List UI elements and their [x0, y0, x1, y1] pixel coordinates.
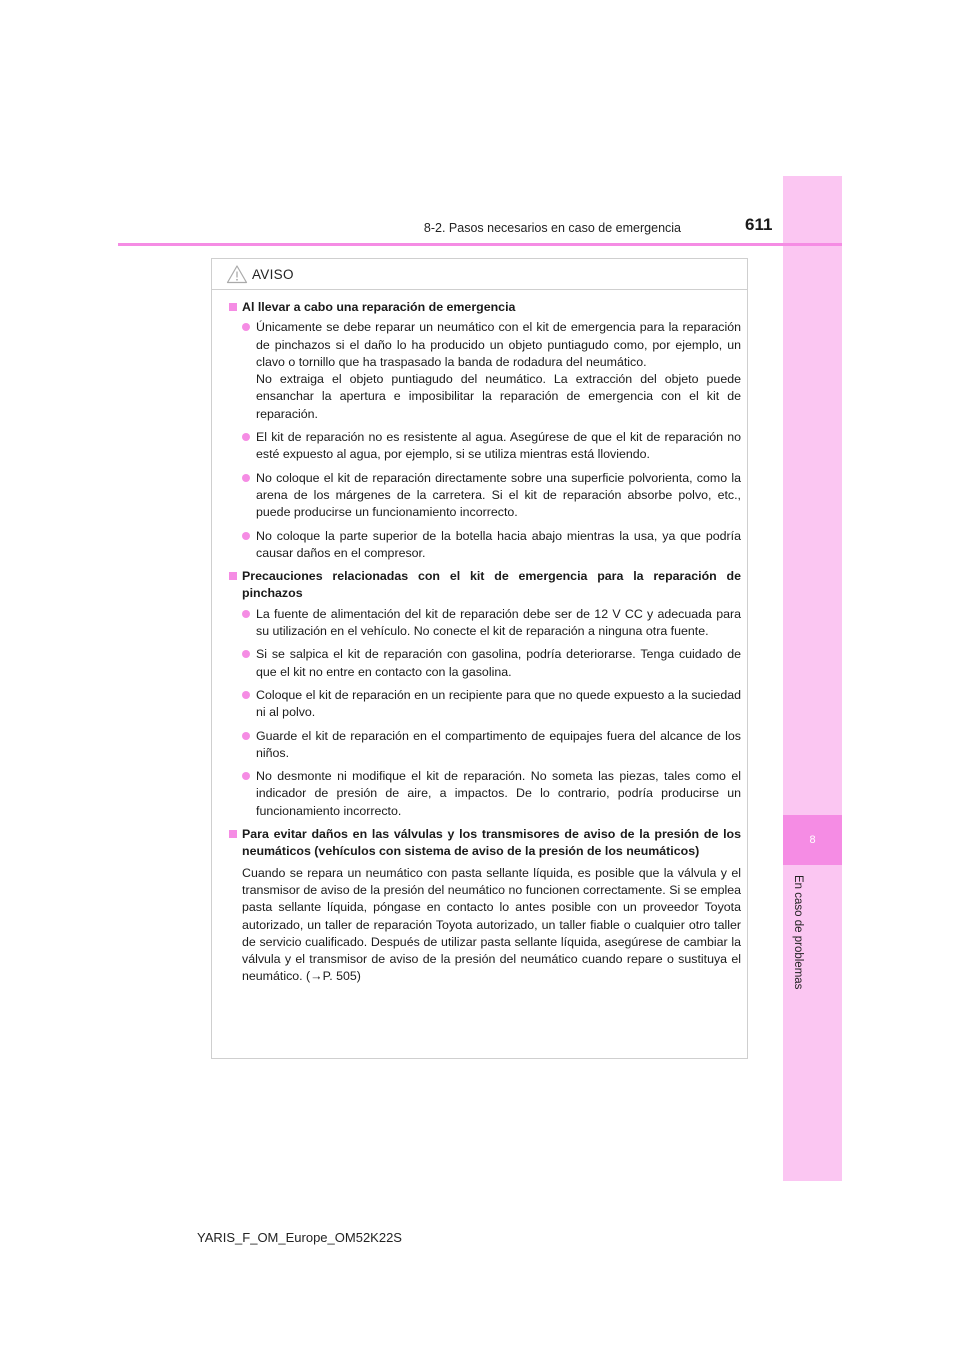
bullet-dot-icon: [242, 732, 250, 740]
bullet-item: [229, 470, 741, 522]
bullet-dot-icon: [242, 323, 250, 331]
chapter-label: En caso de problemas: [792, 875, 804, 990]
bullet-dot-icon: [242, 532, 250, 540]
bullet-item: [229, 606, 741, 641]
bullet-item: [229, 528, 741, 563]
warning-title: AVISO: [252, 266, 294, 282]
warning-box: [211, 258, 748, 1059]
bullet-dot-icon: [242, 610, 250, 618]
bullet-item: [229, 319, 741, 423]
bullet-dot-icon: [242, 772, 250, 780]
chapter-side-tab: [783, 176, 842, 1181]
bullet-item: [229, 429, 741, 464]
bullet-text: Coloque el kit de reparación en un recipiente para que no quede expuesto a la suciedad ni al polvo.: [256, 687, 741, 720]
warning-body: [212, 290, 747, 986]
bullet-text: No coloque la parte superior de la botella hacia abajo mientras la usa, ya que podría causar daños en el compresor.: [256, 528, 741, 560]
bullet-text: Únicamente se debe reparar un neumático con el kit de emergencia para la reparación de pinchazos si el daño lo ha producido un objeto puntiagudo como, por ejemplo, un clavo o tornillo que ha traspasado la banda de rodadura del neumático.: [256, 320, 741, 369]
bullet-text: No extraiga el objeto puntiagudo del neumático. La extracción del objeto puede ensanchar la apertura e imposibilitar la reparación de emergencia con el kit de reparación.: [256, 372, 741, 421]
bullet-dot-icon: [242, 474, 250, 482]
bullet-text: La fuente de alimentación del kit de reparación debe ser de 12 V CC y adecuada para su utilización en el vehículo. No conecte el kit de reparación a ninguna otra fuente.: [256, 606, 741, 639]
section-heading: Precauciones relacionadas con el kit de emergencia para la reparación de pinchazos: [229, 568, 741, 603]
bullet-text: No desmonte ni modifique el kit de reparación. No someta las piezas, tales como el indicador de presión de aire, a impactos. De lo contrario, podría producirse un funcionamiento incorrecto.: [256, 769, 741, 818]
section-title: 8-2. Pasos necesarios en caso de emergencia: [423, 221, 681, 235]
bullet-text: No coloque el kit de reparación directamente sobre una superficie polvorienta, como la arena de los márgenes de la carretera. Si el kit de reparación absorbe polvo, etc., puede producirse un funcionamiento incorrecto.: [256, 470, 741, 520]
warning-triangle-icon: [226, 264, 248, 284]
section-heading: Para evitar daños en las válvulas y los transmisores de aviso de la presión de los neumáticos (vehículos con sistema de aviso de la presión de los neumáticos): [229, 826, 741, 861]
bullet-dot-icon: [242, 650, 250, 658]
bullet-item: [229, 687, 741, 722]
header-rule: [118, 243, 842, 246]
bullet-item: [229, 768, 741, 820]
bullet-text: El kit de reparación no es resistente al agua. Asegúrese de que el kit de reparación no esté expuesto al agua, por ejemplo, si se utiliza mientras está lloviendo.: [256, 430, 741, 462]
warning-header: [212, 259, 747, 290]
page-number: 611: [745, 215, 773, 234]
bullet-item: [229, 728, 741, 763]
section-paragraph: Cuando se repara un neumático con pasta sellante líquida, es posible que la válvula y el transmisor de aviso de la presión del neumático no funcionen correctamente. Si se emplea pasta sellante líquida, póngase en contacto lo antes posible con un proveedor Toyota autorizado, un taller de reparación Toyota autorizado, un taller fiable o cualquier otro taller de servicio cualificado. Después de utilizar pasta sellante líquida, asegúrese de cambiar la válvula y el transmisor de aviso de la presión del neumático cuando repare o sustituya el neumático. (→P. 505): [242, 865, 741, 984]
chapter-number: 8: [783, 815, 842, 865]
document-code: YARIS_F_OM_Europe_OM52K22S: [197, 1230, 402, 1245]
bullet-dot-icon: [242, 433, 250, 441]
bullet-item: [229, 646, 741, 681]
bullet-dot-icon: [242, 691, 250, 699]
section-heading: Al llevar a cabo una reparación de emergencia: [229, 299, 741, 316]
bullet-text: Guarde el kit de reparación en el compartimento de equipajes fuera del alcance de los niños.: [256, 728, 741, 760]
bullet-text: Si se salpica el kit de reparación con gasolina, podría deteriorarse. Tenga cuidado de que el kit no entre en contacto con la gasolina.: [256, 647, 741, 679]
